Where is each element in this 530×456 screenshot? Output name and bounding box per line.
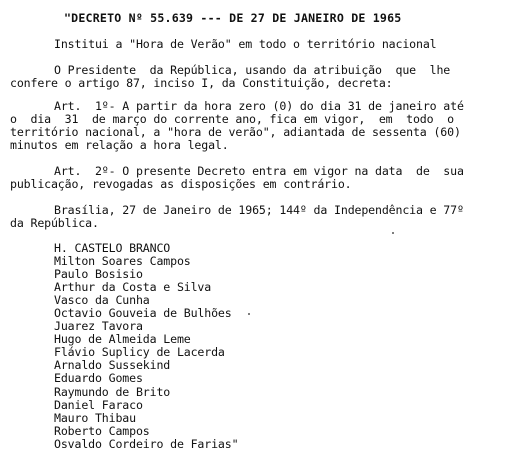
signatory-name: Raymundo de Brito (54, 384, 171, 399)
signatory-name: Roberto Campos (54, 423, 150, 438)
signatory-name: Osvaldo Cordeiro de Farias" (54, 436, 239, 451)
decree-title: "DECRETO Nº 55.639 --- DE 27 DE JANEIRO DE 1965 (64, 11, 402, 25)
dateline: da República. (10, 216, 99, 230)
scan-speck (248, 313, 250, 315)
article-1-line: Art. 1º- A partir da hora zero (0) do dia 31 de janeiro até (54, 99, 464, 113)
decree-summary: Institui a "Hora de Verão" em todo o território nacional (54, 37, 437, 51)
article-1-line: o dia 31 de março do corrente ano, fica em vigor, em todo o (10, 112, 454, 126)
signatory-name: Arnaldo Sussekind (54, 358, 171, 373)
signatory-name: Daniel Faraco (54, 397, 143, 412)
dateline: Brasília, 27 de Janeiro de 1965; 144º da Independência e 77º (54, 203, 464, 217)
signatory-name: Arthur da Costa e Silva (54, 280, 212, 295)
article-2-line: publicação, revogadas as disposições em contrário. (10, 177, 352, 191)
signatory-name: Eduardo Gomes (54, 371, 143, 386)
article-1-line: território nacional, a "hora de verão", adiantada de sessenta (60) (10, 125, 461, 139)
signatory-name: Juarez Tavora (54, 319, 143, 334)
scan-speck (392, 232, 394, 234)
signatory-name: Hugo de Almeida Leme (54, 332, 191, 347)
signatory-name: Mauro Thibau (54, 410, 136, 425)
article-1-line: minutos em relação a hora legal. (10, 138, 229, 152)
signatory-name: H. CASTELO BRANCO (54, 241, 171, 255)
signatory-list (54, 242, 238, 451)
signatory-name: Paulo Bosisio (54, 267, 143, 282)
signatory-name: Vasco da Cunha (54, 293, 150, 308)
signatory-name: Milton Soares Campos (54, 254, 191, 269)
article-2-line: Art. 2º- O presente Decreto entra em vigor na data de sua (54, 164, 464, 178)
signatory-name: Octavio Gouveia de Bulhões (54, 306, 232, 321)
signatory-name: Flávio Suplicy de Lacerda (54, 345, 225, 360)
preamble-line: confere o artigo 87, inciso I, da Constituição, decreta: (10, 76, 393, 90)
preamble-line: O Presidente da República, usando da atribuição que lhe (54, 63, 451, 77)
